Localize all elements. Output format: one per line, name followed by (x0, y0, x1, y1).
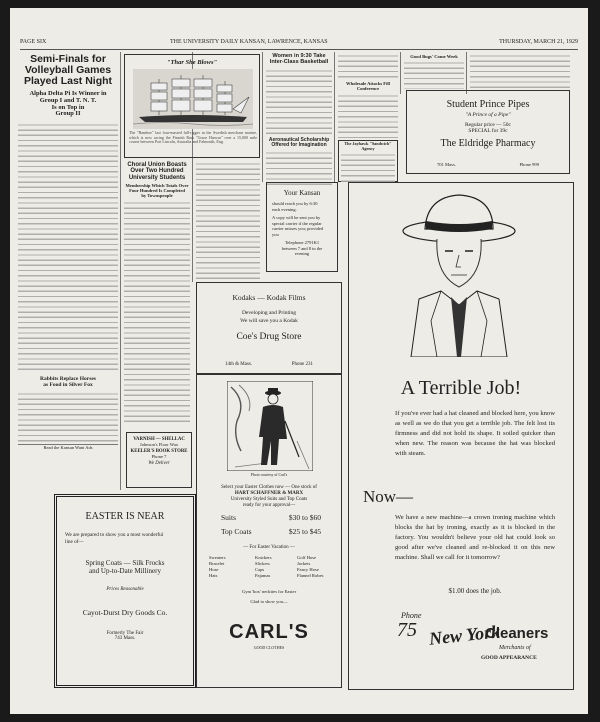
item: Sweaters (209, 555, 226, 560)
ad-line: VARNISH — SHELLAC (133, 437, 185, 442)
headline-line: Inter-Class Basketball (269, 58, 329, 65)
ad-line: Good Bugs' Come Week (410, 54, 458, 59)
cleaners-ad (348, 182, 574, 690)
ad-line: carrier misses you; provided (272, 226, 324, 231)
ad-line: KEELER'S BOOK STORE (130, 449, 188, 454)
ad-line: each evening. (272, 206, 297, 212)
photo-caption: The "Bamboe" last four-masted full-rigger in the Swedish merchant marine, which is now racing the Finnish Bark "Grace Harwar" over a 15,000 mile course between Port Lincoln, Australia and Falmouth, Eng. (129, 131, 257, 145)
store-address: 743 Mass. (114, 636, 136, 641)
ad-line: Johnson's Floor Wax (139, 442, 179, 447)
headline-line: Wholesale Attacks Fill Conference (346, 81, 390, 91)
ad-title: EASTER IS NEAR (85, 511, 165, 522)
company-name: Cleaners (485, 625, 549, 642)
price-line: $1.00 does the job. (448, 587, 502, 595)
column-rule (334, 52, 335, 182)
item: Jackets (297, 561, 311, 566)
page-number: PAGE SIX (20, 39, 47, 45)
small-ad (404, 54, 464, 89)
subhead-line: Rabbits Replace Horses (40, 376, 96, 383)
ad-headline: A Terrible Job! (400, 377, 522, 399)
pipes-title: Student Prince Pipes (446, 99, 530, 110)
column-rule (262, 52, 263, 182)
ad-line: special carrier if the regular (272, 220, 322, 226)
item: Fancy Hose (297, 567, 319, 572)
subhead-line: Group II (55, 110, 81, 118)
ad-line: Phone 7 (151, 454, 167, 459)
article-body (338, 54, 398, 80)
ad-line: Glad to show you— (250, 599, 288, 604)
photo-caption: Photo courtesy of Carl's (250, 473, 288, 477)
column-rule (466, 52, 467, 94)
ad-line: should reach you by 6:30 (272, 201, 318, 206)
carls-logo-sub: GOOD CLOTHES (253, 645, 285, 650)
article-body (338, 94, 398, 138)
now-heading: Now— (363, 487, 414, 506)
headline-line: Volleyball Games (24, 64, 112, 77)
pipes-price: Regular price — 50c (465, 122, 511, 128)
ad-line: The Jayhawk "Sandwich" Agency (344, 140, 392, 151)
ad-line: Prices Reasonable (106, 587, 144, 592)
ad-line: Select your Easter Clothes now — One stock of (221, 485, 317, 490)
items-col-1 (209, 555, 226, 579)
headline-line: Women in 9:30 Take (272, 53, 326, 59)
item: Slickers (255, 561, 270, 566)
want-ads-note: Read the Kansan Want Ads (18, 444, 118, 450)
headline-line: Aeronautical Scholarship (268, 136, 330, 143)
ad-line: A copy will be sent you by (272, 215, 321, 220)
item: Caps (255, 567, 265, 572)
headline-line: Semi-Finals for (30, 53, 106, 65)
basketball-article (266, 54, 332, 187)
volleyball-article (18, 54, 118, 450)
ad-line: you (272, 231, 279, 237)
sailing-ship-illustration (133, 69, 253, 129)
items-col-2 (255, 555, 272, 579)
conference-article (338, 54, 398, 182)
company-name-script: New York (428, 621, 501, 649)
item: Hose (209, 567, 219, 572)
store-name: Coe's Drug Store (236, 332, 302, 342)
headline-line: Played Last Night (23, 75, 113, 88)
article-body (470, 54, 570, 88)
topcoats-price: $25 to $45 (288, 527, 321, 536)
carls-logo: CARL'S (229, 621, 309, 643)
choral-article (124, 162, 190, 423)
ad-paragraph: If you've ever had a hat cleaned and blocked here, you know as well as we do that you get a terrible job. The felt lost its firmness and did not hold its shape. It soiled quicker than when new. The reason was because the hat was blocked with steam. (395, 410, 555, 457)
man-in-hat-illustration (401, 187, 521, 357)
pharmacy-name: The Eldridge Pharmacy (440, 138, 536, 149)
ad-line: line of— (65, 539, 84, 545)
ad-body (404, 61, 464, 89)
store-phone: Phone 231 (291, 362, 313, 367)
headline-line: University Students (128, 174, 186, 181)
subhead-line: as Food in Silver Fox (43, 382, 93, 389)
items-col-3 (297, 555, 323, 579)
subhead-line: Is on Top in (51, 103, 85, 111)
carls-ad (196, 374, 342, 688)
jayhawk-ad (338, 140, 398, 182)
subhead-line: Group I and T. N. T. (39, 96, 97, 104)
masthead: THE UNIVERSITY DAILY KANSAN, LAWRENCE, KANSAS (170, 39, 328, 45)
ad-line: and Up-to-Date Millinery (89, 567, 161, 575)
ad-line: HART SCHAFFNER & MARX (234, 491, 304, 496)
item: Pajamas (255, 573, 271, 578)
tagline: GOOD APPEARANCE (481, 655, 537, 661)
newspaper-page (10, 8, 588, 714)
pipes-ad (406, 90, 570, 174)
easter-ad (54, 494, 196, 688)
pharmacy-phone: Phone 999 (519, 162, 539, 167)
subhead-line: by Townspeople (141, 192, 173, 198)
headline-line: Over Two Hundred (130, 168, 184, 175)
headline-line: Choral Union Boasts (127, 162, 187, 168)
ad-line: ready for your approval— (242, 503, 296, 508)
article-body (18, 392, 118, 442)
item: Flannel Robes (297, 573, 324, 578)
subhead-line: Alpha Delta Pi Is Winner in (29, 90, 107, 98)
ad-phone: Telephone 2791K1 (284, 240, 320, 245)
article-body (124, 201, 190, 423)
members-list (196, 162, 260, 280)
topcoats-label: Top Coats (221, 527, 252, 536)
column-rule (400, 52, 401, 94)
pharmacy-address: 701 Mass. (437, 162, 456, 167)
article-body (18, 123, 118, 373)
suits-label: Suits (221, 513, 237, 522)
pipes-price: SPECIAL for 39c (468, 128, 508, 134)
column-rule (120, 52, 121, 490)
tagline: Merchants of (499, 645, 531, 651)
pipes-sub: "A Prince of a Pipe" (465, 112, 511, 118)
subhead-line: Membership Which Totals Over (125, 182, 189, 188)
ad-line: We Deliver (148, 461, 170, 466)
photo-title: "Thar She Blows" (166, 59, 218, 66)
item: Golf Hose (297, 555, 317, 560)
ad-line: evening (294, 251, 310, 256)
ad-line: We will save you a Kodak (240, 318, 298, 324)
ad-line: Spring Coats — Silk Frocks (85, 559, 165, 567)
kodak-ad (196, 282, 342, 374)
vacation-heading: — For Easter Vacation — (243, 545, 295, 550)
ad-line: University Styled Suits and Top Coats (230, 497, 308, 502)
young-man-illustration (227, 381, 313, 471)
ad-line: between 7 and 8 in the (281, 245, 323, 251)
your-kansan-ad (266, 182, 338, 272)
page-header (20, 36, 578, 50)
store-address: 14th & Mass. (225, 362, 253, 367)
ad-line: Gym 'box' neckties for Easter (241, 589, 297, 594)
subhead-line: Four Hundred Is Completed (129, 187, 185, 193)
item: Knickers (255, 555, 272, 560)
ad-line: We are prepared to show you a most wonderful (65, 532, 164, 538)
item: Bracelet (209, 561, 225, 566)
store-name: Cayot-Durst Dry Goods Co. (82, 608, 168, 617)
article-body (266, 69, 332, 135)
issue-date: THURSDAY, MARCH 21, 1929 (499, 39, 578, 45)
phone-number: 75 (397, 619, 417, 641)
ad-line: Developing and Printing (241, 310, 297, 316)
item: Hats (209, 573, 218, 578)
phone-word: Phone (401, 611, 422, 620)
ship-photo-box (124, 54, 260, 158)
suits-price: $30 to $60 (288, 513, 321, 522)
ad-line: Formerly The Fair (106, 631, 144, 636)
ad-paragraph: We have a new machine—a crown ironing machine which blocks the hat by ironing, exactly as it is blocked in the factory. You wouldn't believe your old hat could look so good after we've cleaned and re-blocked it on this new machine. Shall we call for it tomorrow? (395, 514, 555, 561)
keeler-ad (126, 432, 192, 488)
ad-title: Your Kansan (283, 189, 321, 197)
ad-body (341, 153, 395, 183)
headline-line: Offered for Imagination (271, 141, 327, 148)
ad-title: Kodaks — Kodak Films (232, 293, 306, 302)
